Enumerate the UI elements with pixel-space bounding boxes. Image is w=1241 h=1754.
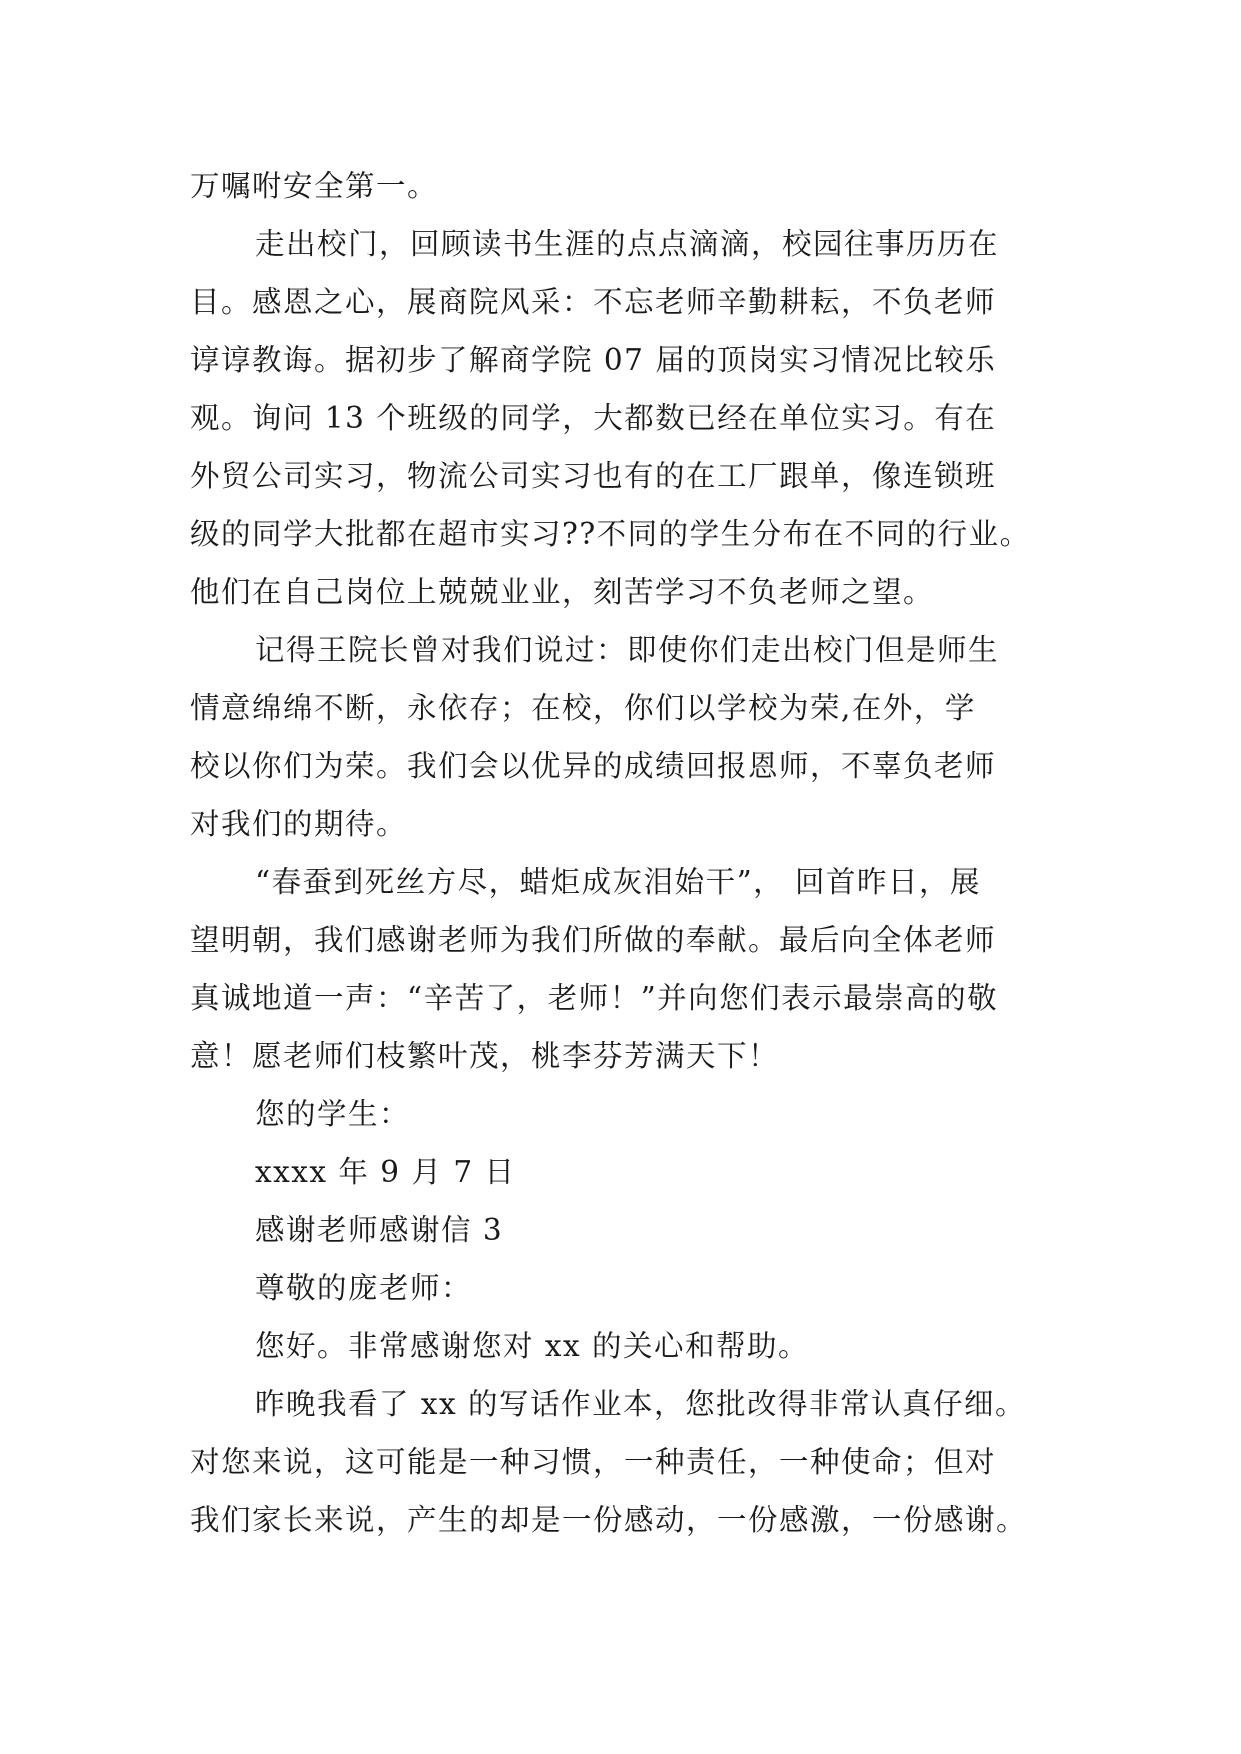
text-line: 情意绵绵不断，永依存；在校，你们以学校为荣,在外，学 bbox=[190, 691, 976, 725]
text-line: 对我们的期待。 bbox=[190, 807, 408, 841]
text-line: 意！愿老师们枝繁叶茂，桃李芬芳满天下！ bbox=[190, 1039, 780, 1073]
paragraph-start: “春蚕到死丝方尽，蜡炬成灰泪始干”， 回首昨日，展 bbox=[255, 865, 982, 899]
salutation: 尊敬的庞老师： bbox=[255, 1271, 473, 1305]
letter-heading: 感谢老师感谢信 3 bbox=[255, 1213, 504, 1247]
text-line: 级的同学大批都在超市实习??不同的学生分布在不同的行业。 bbox=[190, 517, 1031, 551]
text-line: 对您来说，这可能是一种习惯，一种责任，一种使命；但对 bbox=[190, 1445, 997, 1479]
text-line: 万嘱咐安全第一。 bbox=[190, 169, 439, 203]
text-line: 校以你们为荣。我们会以优异的成绩回报恩师，不辜负老师 bbox=[190, 749, 997, 783]
greeting-line: 您好。非常感谢您对 xx 的关心和帮助。 bbox=[255, 1329, 810, 1363]
text-line: 他们在自己岗位上兢兢业业，刻苦学习不负老师之望。 bbox=[190, 575, 935, 609]
text-line: 观。询问 13 个班级的同学，大都数已经在单位实习。有在 bbox=[190, 401, 997, 435]
paragraph-start: 昨晚我看了 xx 的写话作业本，您批改得非常认真仔细。 bbox=[255, 1387, 1027, 1421]
text-line: 真诚地道一声：“辛苦了，老师！”并向您们表示最崇高的敬 bbox=[190, 981, 999, 1015]
letter-date: xxxx 年 9 月 7 日 bbox=[255, 1155, 516, 1189]
signature-label: 您的学生： bbox=[255, 1097, 411, 1131]
text-line: 目。感恩之心，展商院风采：不忘老师辛勤耕耘，不负老师 bbox=[190, 285, 997, 319]
text-line: 外贸公司实习，物流公司实习也有的在工厂跟单，像连锁班 bbox=[190, 459, 997, 493]
text-line: 望明朝，我们感谢老师为我们所做的奉献。最后向全体老师 bbox=[190, 923, 997, 957]
paragraph-start: 记得王院长曾对我们说过：即使你们走出校门但是师生 bbox=[255, 633, 1000, 667]
text-line: 我们家长来说，产生的却是一份感动，一份感激，一份感谢。 bbox=[190, 1503, 1028, 1537]
text-line: 谆谆教诲。据初步了解商学院 07 届的顶岗实习情况比较乐 bbox=[190, 343, 997, 377]
paragraph-start: 走出校门，回顾读书生涯的点点滴滴，校园往事历历在 bbox=[255, 227, 1000, 261]
